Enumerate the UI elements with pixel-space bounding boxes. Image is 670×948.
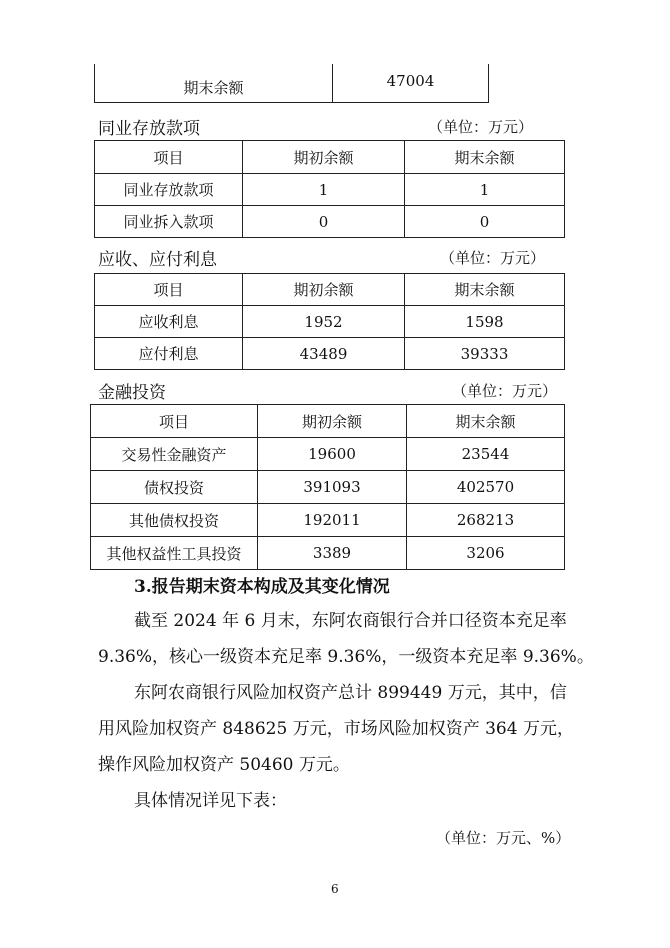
- header-opening: 期初余额: [243, 141, 405, 174]
- header-closing: 期末余额: [405, 274, 565, 306]
- row-opening: 1: [243, 174, 405, 206]
- investment-unit: （单位：万元）: [452, 382, 558, 400]
- row-label: 债权投资: [91, 471, 258, 504]
- table-row: [91, 438, 565, 471]
- row-closing: 1: [405, 174, 565, 206]
- paragraph-line: 用风险加权资产 848625 万元，市场风险加权资产 364 万元，: [98, 719, 574, 739]
- paragraph-line: 具体情况详见下表：: [134, 791, 287, 811]
- interest-unit: （单位：万元）: [440, 249, 546, 267]
- header-item: 项目: [95, 274, 243, 306]
- row-closing: 268213: [407, 504, 565, 537]
- row-label: 其他权益性工具投资: [91, 537, 258, 570]
- header-item: 项目: [95, 141, 243, 174]
- header-opening: 期初余额: [243, 274, 405, 306]
- row-opening: 3389: [258, 537, 407, 570]
- paragraph-line: 操作风险加权资产 50460 万元。: [98, 755, 350, 775]
- row-label: 交易性金融资产: [91, 438, 258, 471]
- table-row: [95, 306, 565, 338]
- header-closing: 期末余额: [405, 141, 565, 174]
- row-label: 其他债权投资: [91, 504, 258, 537]
- table-row: [95, 338, 565, 370]
- table-row: [95, 206, 565, 238]
- table-row: [91, 537, 565, 570]
- row-opening: 192011: [258, 504, 407, 537]
- row-label: 应收利息: [95, 306, 243, 338]
- row-closing: 39333: [405, 338, 565, 370]
- interbank-table: [94, 140, 565, 238]
- header-opening: 期初余额: [258, 405, 407, 438]
- section-unit: （单位：万元、%）: [436, 829, 571, 847]
- section-heading: 3.报告期末资本构成及其变化情况: [134, 577, 390, 597]
- top-table-label: 期末余额: [95, 64, 333, 102]
- header-closing: 期末余额: [407, 405, 565, 438]
- investment-title: 金融投资: [98, 383, 166, 403]
- row-closing: 23544: [407, 438, 565, 471]
- row-label: 同业存放款项: [95, 174, 243, 206]
- page-number: 6: [331, 882, 339, 896]
- row-closing: 3206: [407, 537, 565, 570]
- header-item: 项目: [91, 405, 258, 438]
- top-table-value: 47004: [333, 64, 489, 102]
- row-label: 应付利息: [95, 338, 243, 370]
- row-closing: 402570: [407, 471, 565, 504]
- table-row: [95, 174, 565, 206]
- table-row: [91, 471, 565, 504]
- paragraph-line: 截至 2024 年 6 月末，东阿农商银行合并口径资本充足率: [134, 611, 567, 631]
- top-table: [94, 64, 489, 103]
- row-opening: 391093: [258, 471, 407, 504]
- interbank-title: 同业存放款项: [98, 119, 200, 139]
- table-row: [91, 504, 565, 537]
- interbank-unit: （单位：万元）: [428, 118, 534, 136]
- row-opening: 0: [243, 206, 405, 238]
- interest-table: [94, 273, 565, 370]
- row-opening: 43489: [243, 338, 405, 370]
- row-closing: 1598: [405, 306, 565, 338]
- paragraph-line: 9.36%，核心一级资本充足率 9.36%，一级资本充足率 9.36%。: [98, 647, 594, 667]
- row-label: 同业拆入款项: [95, 206, 243, 238]
- row-opening: 1952: [243, 306, 405, 338]
- row-closing: 0: [405, 206, 565, 238]
- paragraph-line: 东阿农商银行风险加权资产总计 899449 万元，其中，信: [134, 683, 567, 703]
- investment-table: [90, 404, 565, 570]
- interest-title: 应收、应付利息: [98, 250, 217, 270]
- row-opening: 19600: [258, 438, 407, 471]
